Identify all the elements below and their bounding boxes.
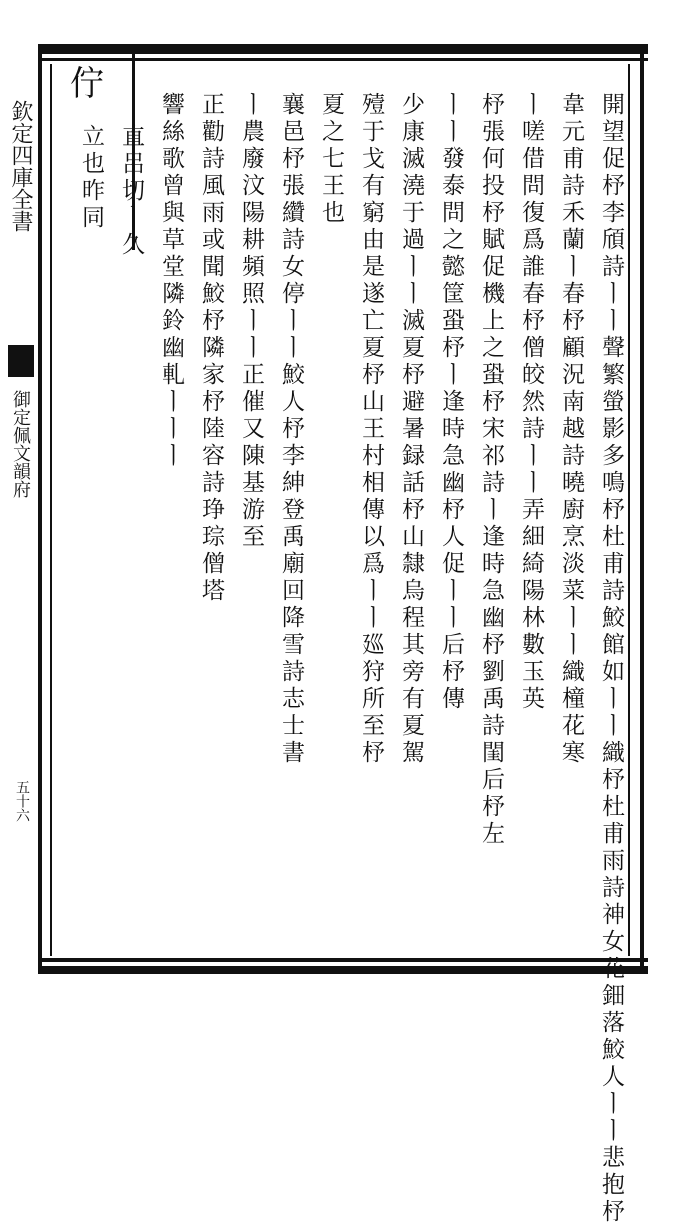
frame-border-right (640, 44, 644, 974)
head-character: 佇 (70, 64, 104, 104)
inner-rule-left (50, 64, 52, 956)
book-series-title: 欽定四庫全書 (8, 100, 33, 232)
page-number: 五十六 (14, 780, 30, 822)
fish-tail-mark (8, 345, 34, 377)
text-column: ㅣ嗟借問復爲誰春杼僧皎然詩ㅣㅣ弄細綺陽林數玉英 (518, 92, 544, 713)
text-column: 襄邑杼張纘詩女停ㅣㅣ鮫人杼李紳登禹廟回降雪詩志士書 (278, 92, 304, 767)
text-column: 韋元甫詩禾蘭ㅣ春杼顧況南越詩曉廚烹淡菜ㅣㅣ織橦花寒 (558, 92, 584, 767)
text-column: 夏之七王也 (318, 92, 344, 227)
text-column: 開望促杼李頎詩ㅣㅣ聲繁螢影多鳴杼杜甫詩鮫館如ㅣㅣ織杼杜甫雨詩神女花鈿落鮫人ㅣㅣ悲抱杼 (598, 92, 624, 1226)
frame-border-left (38, 44, 42, 974)
text-column: 少康滅澆于過ㅣㅣ滅夏杼避暑録話杼山隸烏程其旁有夏駕 (398, 92, 424, 767)
text-body (56, 64, 626, 1226)
frame-border-bottom-thin (38, 958, 648, 962)
margin-column (6, 100, 34, 940)
text-column: 直呂切ㅣ久 (118, 124, 144, 259)
text-column: 殪于戈有窮由是遂亡夏杼山王村相傳以爲ㅣㅣ廵狩所至杼 (358, 92, 384, 767)
text-column: 立也昨同 (78, 124, 104, 232)
text-column: ㅣㅣ發泰問之懿筐蛩杼ㅣ逢時急幽杼人促ㅣㅣ后杼傳 (438, 92, 464, 713)
book-title: 御定佩文韻府 (10, 390, 31, 498)
text-column: 響絲歌曾與草堂隣鈴幽軋ㅣㅣㅣ (158, 92, 184, 470)
text-column: 杼張何投杼賦促機上之蛩杼宋祁詩ㅣ逢時急幽杼劉禹詩閨后杼左 (478, 92, 504, 848)
text-column: 正勸詩風雨或聞鮫杼隣家杼陸容詩琤琮僧塔 (198, 92, 224, 605)
text-column: ㅣ農廢汶陽耕頻照ㅣㅣ正催又陳基游至 (238, 92, 264, 551)
frame-border-bottom (38, 966, 648, 974)
inner-rule-right (628, 64, 630, 956)
